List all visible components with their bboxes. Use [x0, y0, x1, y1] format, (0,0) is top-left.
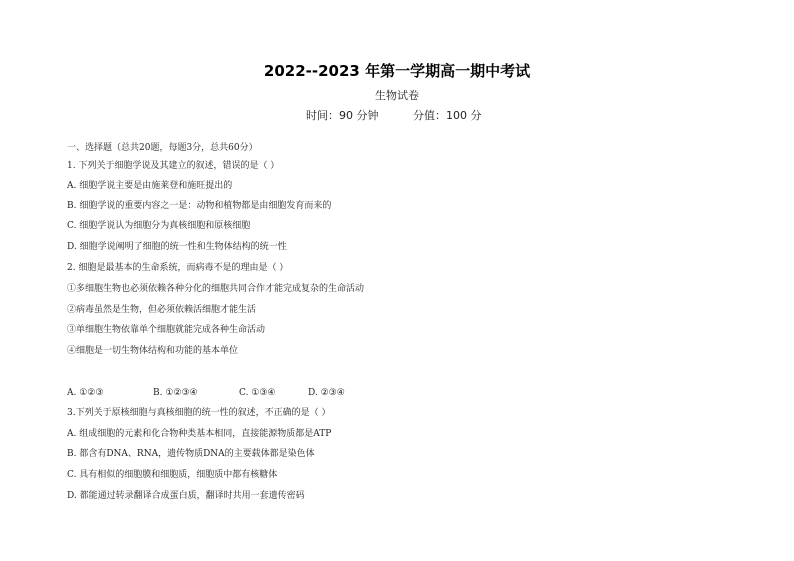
question-2-option-b: B. ①②③④	[153, 388, 198, 398]
question-1-option-c: C. 细胞学说认为细胞分为真核细胞和原核细胞	[67, 221, 251, 231]
question-2-stem: 2. 细胞是最基本的生命系统，而病毒不是的理由是（ ）	[67, 263, 289, 273]
question-3-option-b: B. 都含有DNA、RNA，遗传物质DNA的主要载体都是染色体	[67, 449, 315, 459]
question-2-statement-3: ③单细胞生物依靠单个细胞就能完成各种生命活动	[67, 325, 266, 335]
question-3-option-d: D. 都能通过转录翻译合成蛋白质，翻译时共用一套遗传密码	[67, 491, 305, 501]
question-2-statement-4: ④细胞是一切生物体结构和功能的基本单位	[67, 346, 239, 356]
exam-subject: 生物试卷	[375, 89, 419, 102]
question-1-option-a: A. 细胞学说主要是由施莱登和施旺提出的	[67, 181, 233, 191]
section-heading: 一、选择题（总共20题，每题3分，总共60分）	[67, 143, 258, 153]
question-2-statement-1: ①多细胞生物也必须依赖各种分化的细胞共同合作才能完成复杂的生命活动	[67, 284, 365, 294]
question-1-stem: 1. 下列关于细胞学说及其建立的叙述，错误的是（ ）	[67, 161, 280, 171]
question-1-option-d: D. 细胞学说阐明了细胞的统一性和生物体结构的统一性	[67, 242, 287, 252]
question-3-option-c: C. 具有相似的细胞膜和细胞质，细胞质中都有核糖体	[67, 470, 278, 480]
question-2-option-c: C. ①③④	[239, 388, 276, 398]
question-3-stem: 3.下列关于原核细胞与真核细胞的统一性的叙述，不正确的是（ ）	[67, 408, 331, 418]
question-2-option-d: D. ②③④	[308, 388, 345, 398]
question-2-option-a: A. ①②③	[67, 388, 104, 398]
question-1-option-b: B. 细胞学说的重要内容之一是：动物和植物都是由细胞发育而来的	[67, 201, 332, 211]
exam-time: 时间：90 分钟	[306, 109, 379, 122]
exam-title: 2022--2023 年第一学期高一期中考试	[263, 62, 531, 80]
exam-score: 分值：100 分	[413, 109, 482, 122]
question-3-option-a: A. 组成细胞的元素和化合物种类基本相同，直接能源物质都是ATP	[67, 429, 332, 439]
question-2-statement-2: ②病毒虽然是生物，但必须依赖活细胞才能生活	[67, 305, 257, 315]
